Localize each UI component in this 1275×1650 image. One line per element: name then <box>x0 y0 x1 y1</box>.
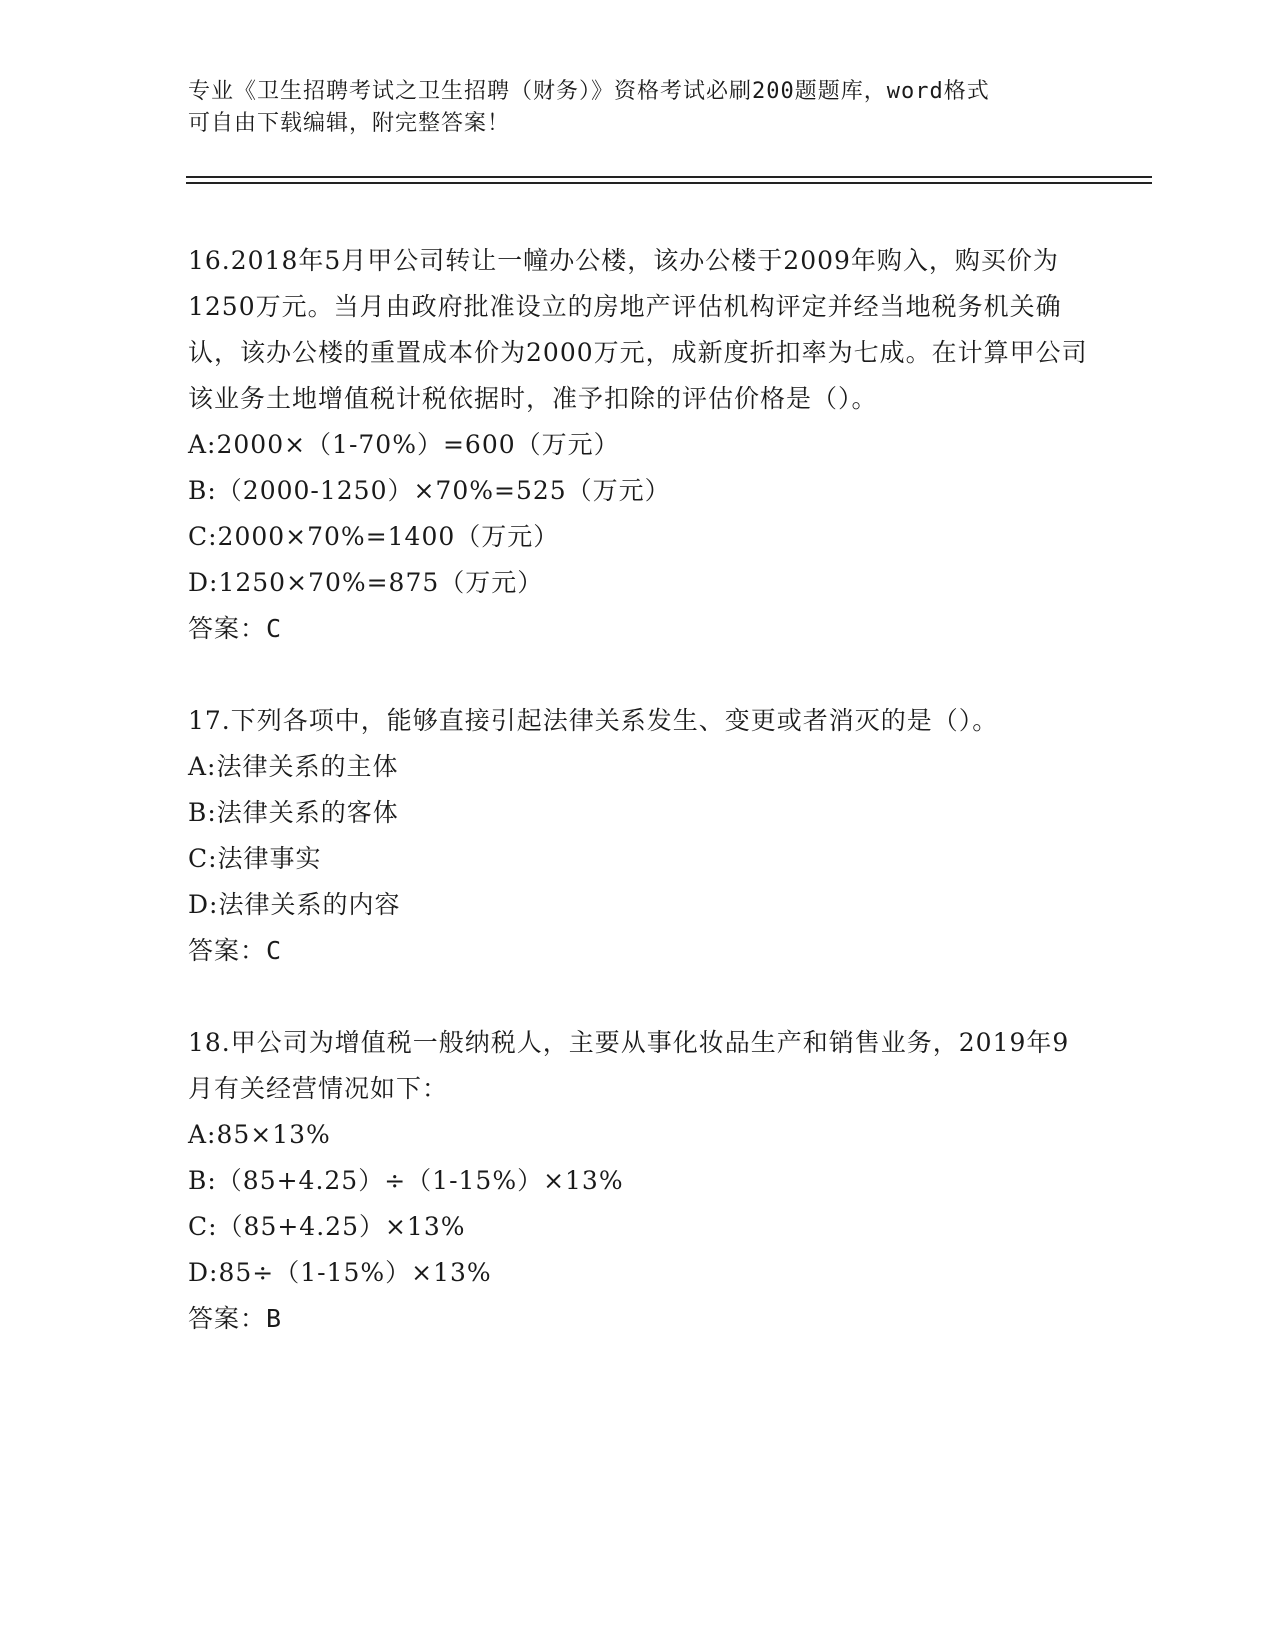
option-d: D:85÷（1-15%）×13% <box>188 1258 492 1287</box>
option-b: B:（85+4.25）÷（1-15%）×13% <box>188 1166 624 1195</box>
question-17 <box>188 698 1088 974</box>
option-c: C:2000×70%=1400（万元） <box>188 522 560 551</box>
option-c: C:（85+4.25）×13% <box>188 1212 466 1241</box>
question-list <box>188 238 1088 1388</box>
header-line-1: 专业《卫生招聘考试之卫生招聘（财务）》资格考试必刷200题题库，word格式 <box>188 79 990 104</box>
question-stem: 18.甲公司为增值税一般纳税人，主要从事化妆品生产和销售业务，2019年9月有关经营情况如下： <box>188 1028 1070 1103</box>
option-a: A:法律关系的主体 <box>188 752 399 781</box>
header-divider-bottom <box>186 182 1152 184</box>
answer-label: 答案：B <box>188 1304 283 1333</box>
header-line-2: 可自由下载编辑，附完整答案！ <box>188 111 511 136</box>
header-divider-top <box>186 176 1152 178</box>
option-a: A:2000×（1-70%）=600（万元） <box>188 430 620 459</box>
option-a: A:85×13% <box>188 1120 331 1149</box>
option-b: B:（2000-1250）×70%=525（万元） <box>188 476 671 505</box>
question-16 <box>188 238 1088 652</box>
option-c: C:法律事实 <box>188 844 322 873</box>
question-stem: 16.2018年5月甲公司转让一幢办公楼，该办公楼于2009年购入，购买价为1250万元。当月由政府批准设立的房地产评估机构评定并经当地税务机关确认，该办公楼的重置成本价为2000万元，成新度折扣率为七成。在计算甲公司该业务土地增值税计税依据时，准予扣除的评估价格是（）。 <box>188 246 1088 413</box>
option-b: B:法律关系的客体 <box>188 798 399 827</box>
question-stem: 17.下列各项中，能够直接引起法律关系发生、变更或者消灭的是（）。 <box>188 706 999 735</box>
answer-label: 答案：C <box>188 936 283 965</box>
option-d: D:法律关系的内容 <box>188 890 401 919</box>
document-header <box>188 76 1088 140</box>
option-d: D:1250×70%=875（万元） <box>188 568 544 597</box>
answer-label: 答案：C <box>188 614 283 643</box>
question-18 <box>188 1020 1088 1342</box>
